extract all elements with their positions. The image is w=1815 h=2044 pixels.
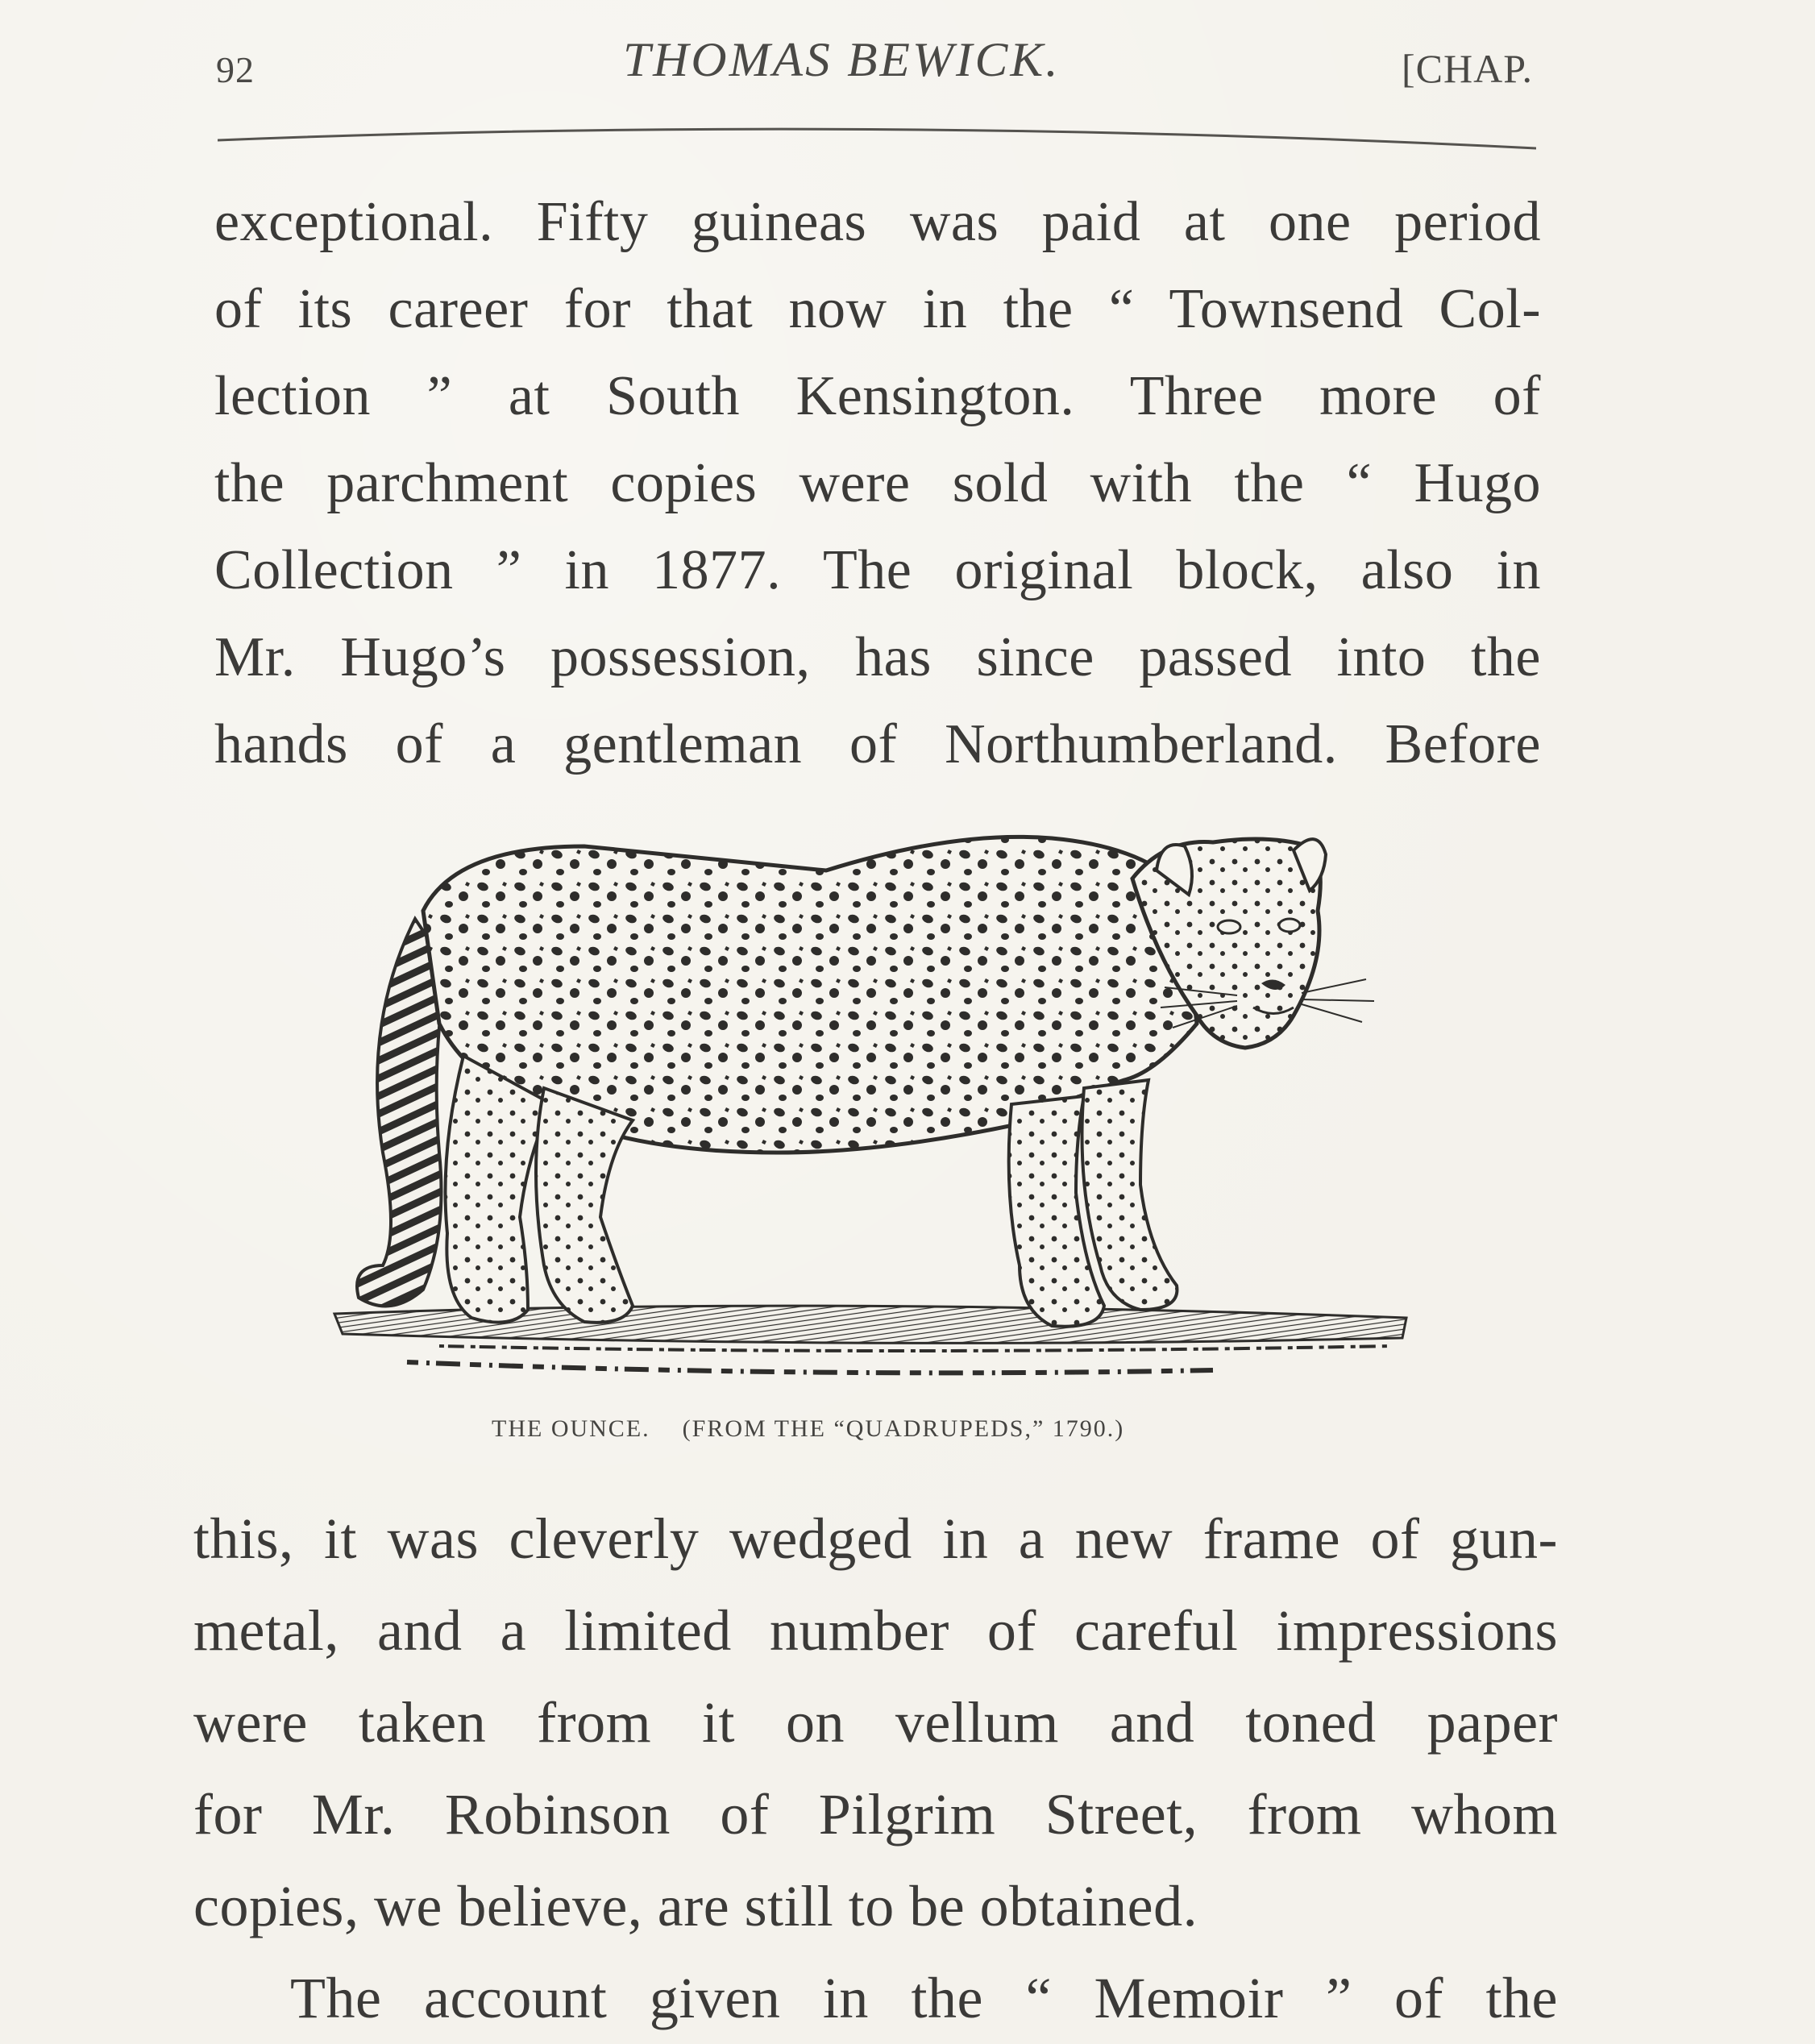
text-line: for Mr. Robinson of Pilgrim Street, from whom xyxy=(193,1782,1558,1847)
text-line: The account given in the “ Memoir ” of the xyxy=(290,1966,1558,2030)
snow-leopard-illustration-icon xyxy=(326,814,1414,1394)
text-line: Collection ” in 1877. The original block, also in xyxy=(214,539,1541,601)
text-line: were taken from it on vellum and toned paper xyxy=(193,1690,1558,1755)
text-line: hands of a gentleman of Northumberland. Before xyxy=(214,713,1541,775)
text-line: copies, we believe, are still to be obtained. xyxy=(193,1874,1198,1938)
page-number: 92 xyxy=(216,49,255,90)
chapter-marker: [CHAP. xyxy=(1402,46,1533,91)
text-line: this, it was cleverly wedged in a new frame of gun- xyxy=(193,1506,1558,1571)
running-head xyxy=(216,32,1538,105)
ounce-engraving xyxy=(326,814,1414,1394)
text-line: exceptional. Fifty guineas was paid at one period xyxy=(214,191,1541,253)
text-line: Mr. Hugo’s possession, has since passed into the xyxy=(214,626,1541,688)
caption-source: (FROM THE “QUADRUPEDS,” 1790.) xyxy=(682,1415,1125,1442)
body-text-top xyxy=(214,179,1541,788)
figure-caption xyxy=(492,1415,1265,1443)
caption-title: THE OUNCE. xyxy=(492,1415,650,1442)
text-line: metal, and a limited number of careful impressions xyxy=(193,1598,1558,1663)
running-title: THOMAS BEWICK. xyxy=(623,33,1061,86)
body-text-bottom xyxy=(193,1493,1558,2044)
text-line: the parchment copies were sold with the “ Hugo xyxy=(214,452,1541,514)
text-line: of its career for that now in the “ Townsend Col- xyxy=(214,278,1541,340)
header-rule xyxy=(218,123,1536,152)
text-line: lection ” at South Kensington. Three more of xyxy=(214,365,1541,427)
